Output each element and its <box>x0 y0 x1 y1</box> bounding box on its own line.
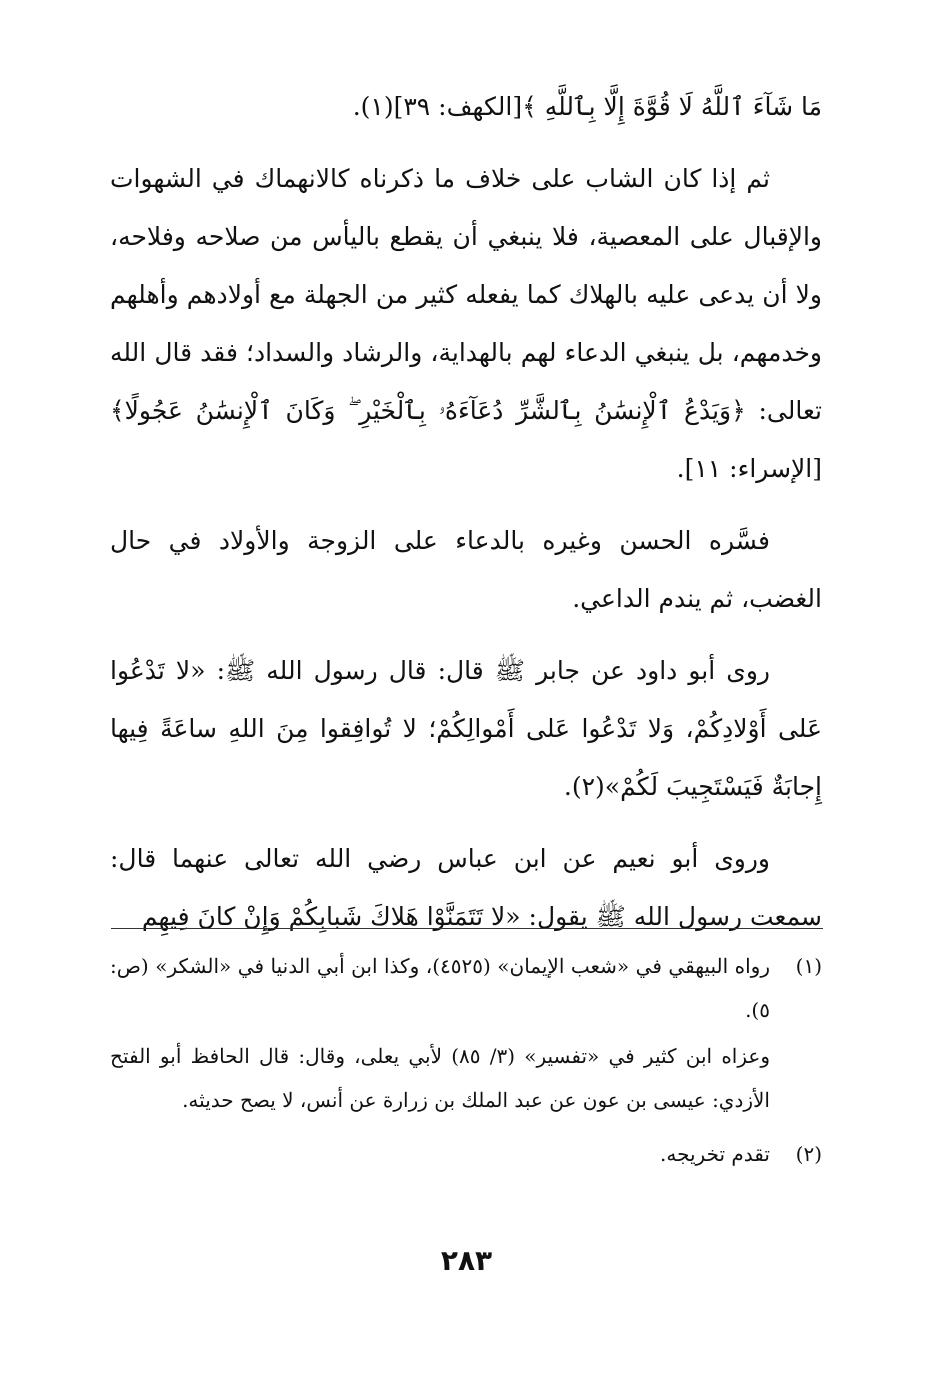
footnote-2-text: تقدم تخريجه. <box>660 1142 770 1166</box>
footnote-1-text: رواه البيهقي في «شعب الإيمان» (٤٥٢٥)، وكذا ابن أبي الدنيا في «الشكر» (ص: ٥). <box>110 954 770 1022</box>
paragraph-youth-sin: ثم إذا كان الشاب على خلاف ما ذكرناه كالانهماك في الشهوات والإقبال على المعصية، فلا ينبغي أن يقطع باليأس من صلاحه وفلاحه، ولا أن يدعى عليه بالهلاك كما يفعله كثير من الجهلة مع أولادهم وأهلهم وخدمهم، بل ينبغي الدعاء لهم بالهداية، والرشاد والسداد؛ فقد قال الله تعالى: ﴿وَيَدْعُ ٱلْإِنسَٰنُ بِٱلشَّرِّ دُعَآءَهُۥ بِٱلْخَيْرِ ۖ وَكَانَ ٱلْإِنسَٰنُ عَجُولًا﴾[الإسراء: ١١]. <box>110 164 822 483</box>
paragraph-quran-verse-end: مَا شَآءَ ٱللَّهُ لَا قُوَّةَ إِلَّا بِٱللَّهِ ﴾[الكهف: ٣٩](١). <box>352 92 822 121</box>
footnote-2-number: (٢) <box>795 1142 822 1166</box>
footnote-1-continuation: وعزاه ابن كثير في «تفسير» (٣/ ٨٥) لأبي يعلى، وقال: قال الحافظ أبو الفتح الأزدي: عيسى بن عون عن عبد الملك بن زرارة عن أنس، لا يصح حديثه. <box>110 1044 770 1112</box>
footnote-1 <box>110 944 822 1032</box>
main-text <box>110 78 822 946</box>
page-number: ٢٨٣ <box>440 1244 493 1277</box>
paragraph-hasan-explanation: فسَّره الحسن وغيره بالدعاء على الزوجة والأولاد في حال الغضب، ثم يندم الداعي. <box>110 526 822 613</box>
footnote-divider <box>111 928 823 929</box>
paragraph-abu-nuaym-hadith: وروى أبو نعيم عن ابن عباس رضي الله تعالى عنهما قال: سمعت رسول الله ﷺ يقول: «لا تَتَمَنَّوْا هَلاكَ شَبابِكُمْ وَإِنْ كانَ فِيهِم <box>110 844 822 931</box>
footnotes <box>110 944 822 1176</box>
paragraph-abu-dawud-hadith: روى أبو داود عن جابر ﷺ قال: قال رسول الله ﷺ: «لا تَدْعُوا عَلى أَوْلادِكُمْ، وَلا تَدْعُوا عَلى أَمْوالِكُمْ؛ لا تُوافِقوا مِنَ اللهِ ساعَةً فِيها إِجابَةٌ فَيَسْتَجِيبَ لَكُمْ»(٢). <box>110 656 822 801</box>
footnote-1-number: (١) <box>795 954 822 978</box>
footnote-2 <box>110 1132 822 1176</box>
